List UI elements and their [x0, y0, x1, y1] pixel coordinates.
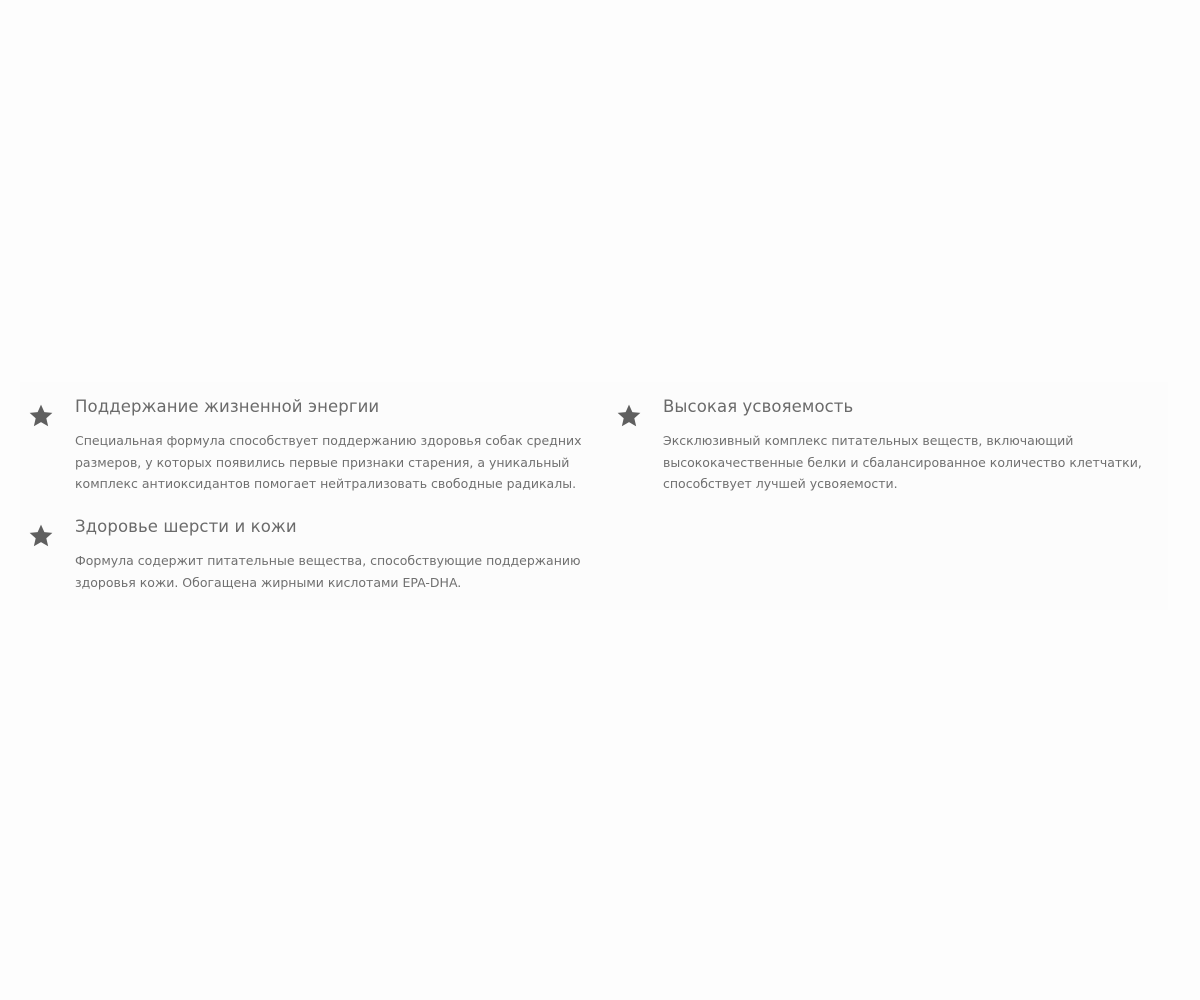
star-icon [616, 403, 642, 429]
feature-description-line: размеров, у которых появились первые признаки старения, а уникальный [75, 454, 570, 470]
feature-description-line: Специальная формула способствует поддержанию здоровья собак средних [75, 433, 582, 448]
feature-title: Высокая усвояемость [663, 397, 854, 416]
feature-description [75, 550, 585, 593]
feature-description-line: комплекс антиоксидантов помогает нейтрализовать свободные радикалы. [75, 476, 577, 491]
feature-title: Поддержание жизненной энергии [75, 397, 380, 416]
feature-description [663, 430, 1173, 495]
feature-description [75, 430, 585, 495]
feature-title: Здоровье шерсти и кожи [75, 517, 297, 536]
feature-description-line: Эксклюзивный комплекс питательных веществ, включающий [663, 433, 1074, 448]
feature-description-line: способствует лучшей усвояемости. [663, 476, 898, 491]
feature-description-line: здоровья кожи. Обогащена жирными кислотами EPA-DHA. [75, 574, 462, 590]
star-icon [28, 403, 54, 429]
feature-description-line: Формула содержит питательные вещества, способствующие поддержанию [75, 553, 581, 568]
star-icon [28, 523, 54, 549]
feature-description-line: высококачественные белки и сбалансированное количество клетчатки, [663, 454, 1142, 470]
